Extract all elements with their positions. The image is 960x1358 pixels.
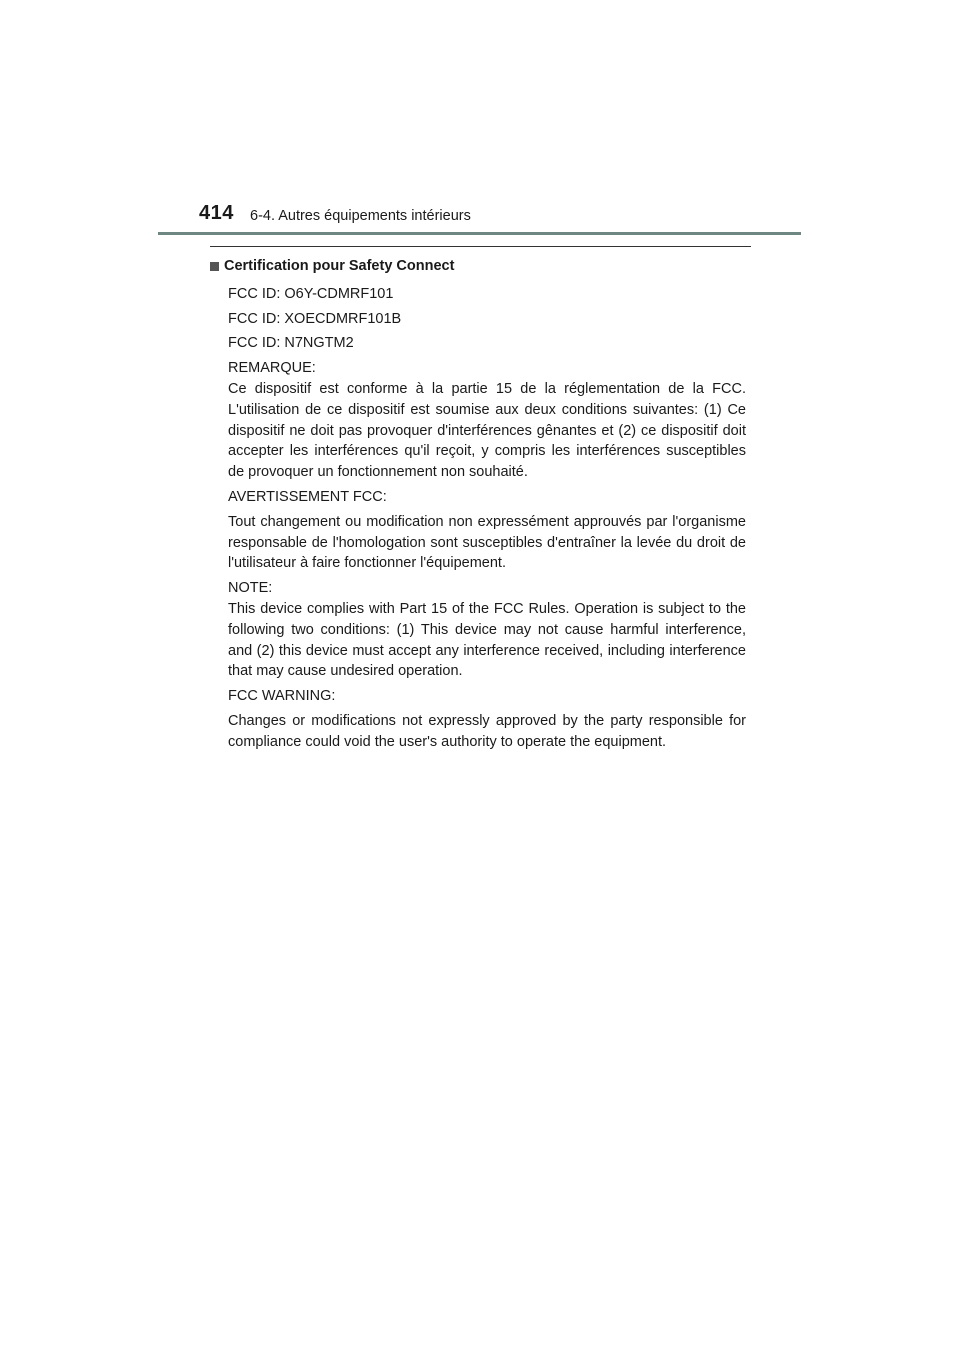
fcc-id-1: FCC ID: O6Y-CDMRF101 <box>228 285 394 302</box>
avertissement-label: AVERTISSEMENT FCC: <box>228 488 387 505</box>
remarque-label: REMARQUE: <box>228 360 316 377</box>
square-bullet-icon <box>210 262 219 271</box>
warning-label: FCC WARNING: <box>228 688 336 705</box>
section-rule <box>210 246 751 247</box>
section-heading <box>210 256 746 277</box>
page-number: 414 <box>199 202 234 224</box>
section-heading-text: Certification pour Safety Connect <box>224 258 455 274</box>
section-body <box>210 284 746 753</box>
warning-text: Changes or modifications not expressly approved by the party responsible for compliance could void the user's authority to operate the equipment. <box>228 712 746 750</box>
section-title: 6-4. Autres équipements intérieurs <box>250 208 471 224</box>
note-text: This device complies with Part 15 of the FCC Rules. Operation is subject to the following two conditions: (1) This device may not cause harmful interference, and (2) this device must accept any interference received, including interference that may cause undesired operation. <box>228 600 746 680</box>
fcc-id-3: FCC ID: N7NGTM2 <box>228 335 354 352</box>
header-rule <box>158 232 801 235</box>
avertissement-text: Tout changement ou modification non expressément approuvés par l'organisme responsable de l'homologation sont susceptibles d'entraîner la levée du droit de l'utilisateur à faire fonctionner l'équipement. <box>228 513 746 572</box>
fcc-id-2: FCC ID: XOECDMRF101B <box>228 310 402 327</box>
remarque-text: Ce dispositif est conforme à la partie 15 de la réglementation de la FCC. L'utilisation de ce dispositif est soumise aux deux conditions suivantes: (1) Ce dispositif ne doit pas provoquer d'interférences gênantes et (2) ce dispositif doit accepter les interférences qu'il reçoit, y compris les interférences susceptibles de provoquer un fonctionnement non souhaité. <box>228 380 746 481</box>
note-label: NOTE: <box>228 580 273 597</box>
content <box>210 256 746 757</box>
